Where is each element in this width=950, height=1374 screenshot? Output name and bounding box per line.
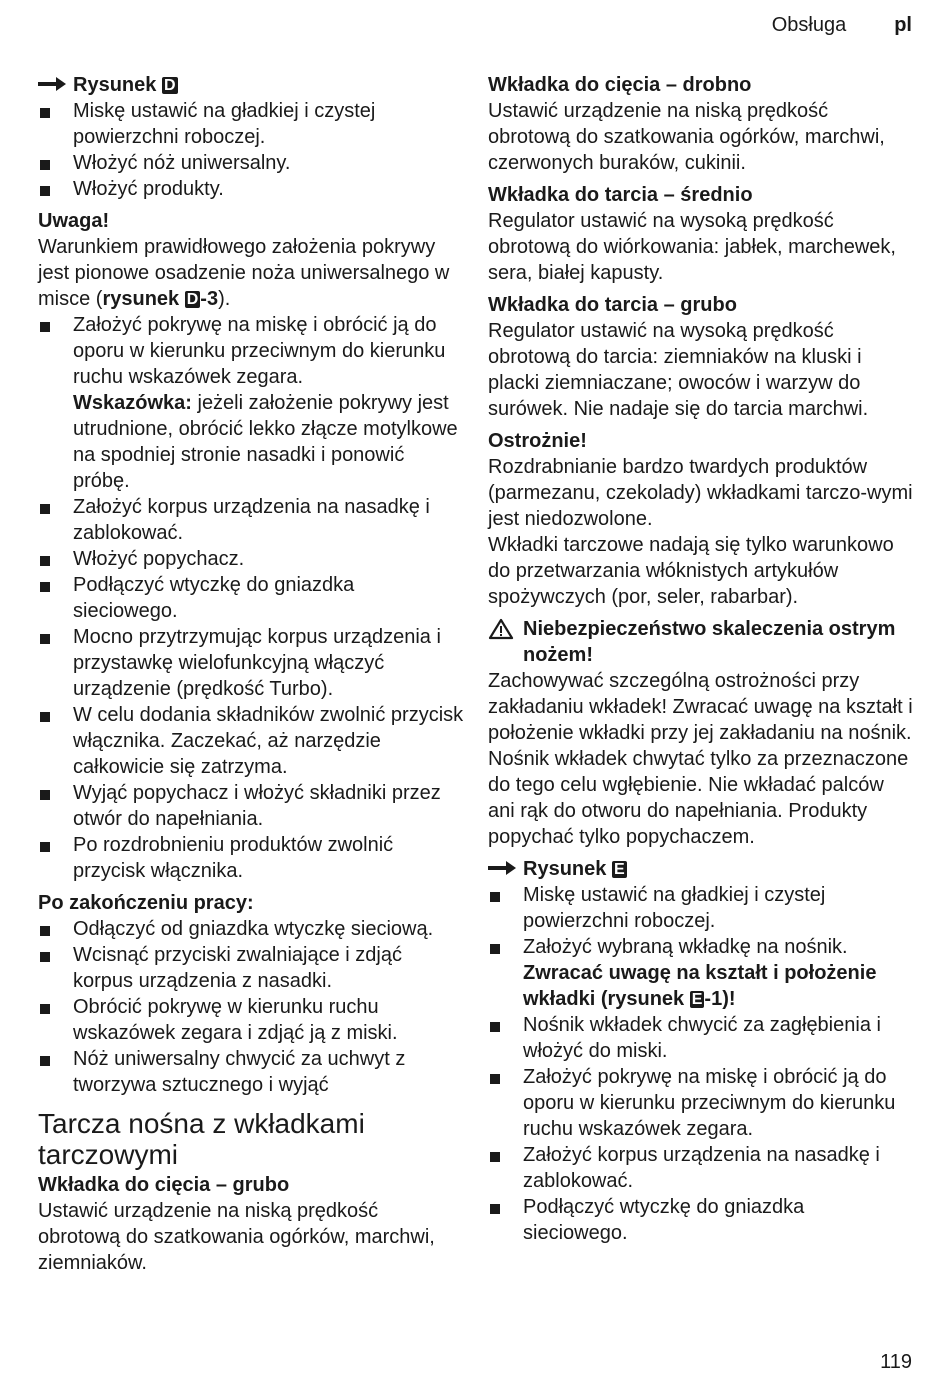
bullet-icon xyxy=(40,582,50,592)
bullet-icon xyxy=(40,160,50,170)
danger-heading: Niebezpieczeństwo skaleczenia ostrym nożem! xyxy=(488,616,914,668)
list-item: Założyć pokrywę na miskę i obrócić ją do oporu w kierunku przeciwnym do kierunku ruchu wskazówek zegara. xyxy=(38,312,464,390)
section-title: Obsługa xyxy=(771,14,847,36)
grate-medium-text: Regulator ustawić na wysoką prędkość obrotową do wiórkowania: jabłek, marchewek, sera, białej kapusty. xyxy=(488,210,896,284)
cut-fine-heading: Wkładka do cięcia – drobno xyxy=(488,74,752,96)
list-item: Nośnik wkładek chwycić za zagłębienia i włożyć do miski. xyxy=(488,1012,914,1064)
list-item: W celu dodania składników zwolnić przycisk włącznika. Zaczekać, aż narzędzie całkowicie się zatrzyma. xyxy=(38,702,464,780)
list-item: Wcisnąć przyciski zwalniające i zdjąć korpus urządzenia z nasadki. xyxy=(38,942,464,994)
bullet-icon xyxy=(490,1152,500,1162)
uwaga-text: Warunkiem prawidłowego założenia pokrywy jest pionowe osadzenie noża uniwersalnego w misce (rysunek D -3). xyxy=(38,236,450,310)
list-item: Włożyć popychacz. xyxy=(38,546,464,572)
list-item: Założyć korpus urządzenia na nasadkę i zablokować. xyxy=(488,1142,914,1194)
list-item: Miskę ustawić na gładkiej i czystej powierzchni roboczej. xyxy=(38,98,464,150)
caution-heading: Ostrożnie! xyxy=(488,430,587,452)
grate-medium-heading: Wkładka do tarcia – średnio xyxy=(488,184,753,206)
page-number: 119 xyxy=(880,1351,912,1373)
arrow-right-icon xyxy=(38,77,68,91)
bullet-icon xyxy=(40,1056,50,1066)
figure-letter-badge: D xyxy=(163,77,176,94)
figure-letter-badge: E xyxy=(613,861,625,878)
after-work-heading: Po zakończeniu pracy: xyxy=(38,892,254,914)
bullet-icon xyxy=(490,1204,500,1214)
figure-letter-badge: E xyxy=(691,991,703,1008)
bullet-icon xyxy=(490,1022,500,1032)
caution-text-2: Wkładki tarczowe nadają się tylko warunkowo do przetwarzania włóknistych artykułów spożywczych (por, seler, rabarbar). xyxy=(488,534,894,608)
warning-triangle-icon xyxy=(488,618,514,640)
bullet-icon xyxy=(40,556,50,566)
bullet-icon xyxy=(40,634,50,644)
list-item: Włożyć produkty. xyxy=(38,176,464,202)
list-item: Nóż uniwersalny chwycić za uchwyt z tworzywa sztucznego i wyjąć xyxy=(38,1046,464,1098)
danger-text: Zachowywać szczególną ostrożności przy zakładaniu wkładek! Zwracać uwagę na kształt i położenie wkładki przy jej zakładaniu na nośnik. Nośnik wkładek chwytać tylko za przeznaczone do tego celu wgłębienie. Nie wkładać palców ani rąk do otworu do napełniania. Produkty popychać tylko popychaczem. xyxy=(488,670,913,848)
figure-letter-badge: D xyxy=(186,291,199,308)
left-column xyxy=(38,72,464,1276)
bullet-icon xyxy=(490,1074,500,1084)
grate-coarse-heading: Wkładka do tarcia – grubo xyxy=(488,294,737,316)
arrow-right-icon xyxy=(488,861,518,875)
bullet-icon xyxy=(40,790,50,800)
right-column xyxy=(488,72,914,1246)
language-code: pl xyxy=(894,14,912,36)
bullet-icon xyxy=(490,944,500,954)
page-header xyxy=(772,14,912,37)
bullet-icon xyxy=(40,1004,50,1014)
list-item: Założyć pokrywę na miskę i obrócić ją do oporu w kierunku przeciwnym do kierunku ruchu wskazówek zegara. xyxy=(488,1064,914,1142)
bullet-icon xyxy=(40,952,50,962)
cut-coarse-heading: Wkładka do cięcia – grubo xyxy=(38,1174,290,1196)
bullet-icon xyxy=(40,504,50,514)
cut-coarse-text: Ustawić urządzenie na niską prędkość obrotową do szatkowania ogórków, marchwi, ziemniaków. xyxy=(38,1200,435,1274)
figure-ref-d: Rysunek D xyxy=(38,72,464,98)
bullet-icon xyxy=(40,322,50,332)
bullet-icon xyxy=(40,108,50,118)
list-item: Podłączyć wtyczkę do gniazdka sieciowego. xyxy=(488,1194,914,1246)
uwaga-heading: Uwaga! xyxy=(38,210,110,232)
grate-coarse-text: Regulator ustawić na wysoką prędkość obrotową do tarcia: ziemniaków na kluski i placki ziemniaczane; owoców i warzyw do surówek. Nie nadaje się do tarcia marchwi. xyxy=(488,320,869,420)
caution-text-1: Rozdrabnianie bardzo twardych produktów (parmezanu, czekolady) wkładkami tarczo-wymi jest niedozwolone. xyxy=(488,456,913,530)
bullet-icon xyxy=(40,712,50,722)
bullet-icon xyxy=(40,186,50,196)
list-item: Założyć korpus urządzenia na nasadkę i zablokować. xyxy=(38,494,464,546)
list-item: Po rozdrobnieniu produktów zwolnić przycisk włącznika. xyxy=(38,832,464,884)
list-item: Włożyć nóż uniwersalny. xyxy=(38,150,464,176)
cut-fine-text: Ustawić urządzenie na niską prędkość obrotową do szatkowania ogórków, marchwi, czerwonych buraków, cukinii. xyxy=(488,100,885,174)
hint-text: Wskazówka: jeżeli założenie pokrywy jest utrudnione, obrócić lekko złącze motylkowe na spodniej stronie nasadki i ponowić próbę. xyxy=(73,392,458,492)
list-item: Odłączyć od gniazdka wtyczkę sieciową. xyxy=(38,916,464,942)
bullet-icon xyxy=(40,926,50,936)
list-item: Obrócić pokrywę w kierunku ruchu wskazówek zegara i zdjąć ją z miski. xyxy=(38,994,464,1046)
bullet-icon xyxy=(490,892,500,902)
bullet-icon xyxy=(40,842,50,852)
section-heading: Tarcza nośna z wkładkami tarczowymi xyxy=(38,1108,365,1170)
list-item: Mocno przytrzymując korpus urządzenia i przystawkę wielofunkcyjną włączyć urządzenie (prędkość Turbo). xyxy=(38,624,464,702)
list-item: Wyjąć popychacz i włożyć składniki przez otwór do napełniania. xyxy=(38,780,464,832)
list-item: Podłączyć wtyczkę do gniazdka sieciowego. xyxy=(38,572,464,624)
list-item: Miskę ustawić na gładkiej i czystej powierzchni roboczej. xyxy=(488,882,914,934)
list-item: Założyć wybraną wkładkę na nośnik. xyxy=(488,934,914,960)
figure-ref-e: Rysunek E xyxy=(488,856,914,882)
insert-note: Zwracać uwagę na kształt i położenie wkładki (rysunek E -1)! xyxy=(523,962,877,1010)
